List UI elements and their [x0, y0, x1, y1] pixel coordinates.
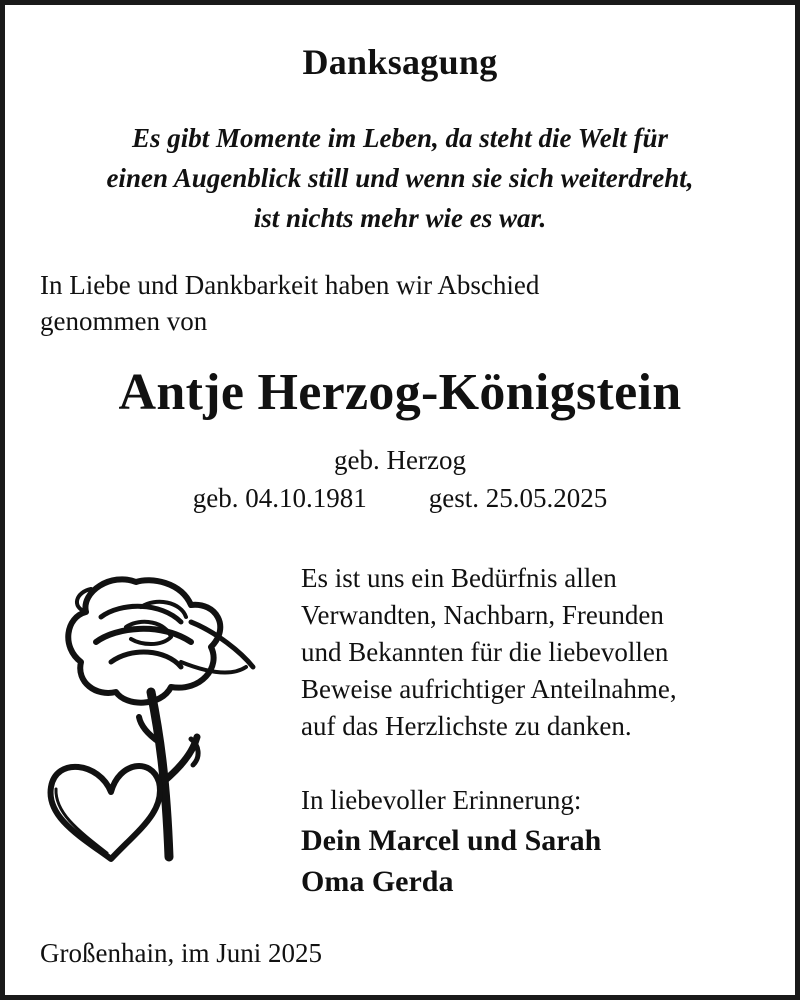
thanks-line: auf das Herzlichste zu danken. [301, 711, 632, 741]
birth-date: geb. 04.10.1981 [192, 483, 367, 513]
life-dates [5, 483, 795, 514]
death-date: gest. 25.05.2025 [428, 483, 608, 513]
thanks-line: und Bekannten für die liebevollen [301, 637, 669, 667]
place-date: Großenhain, im Juni 2025 [40, 938, 322, 968]
signers [301, 820, 601, 902]
heart-icon [51, 766, 161, 859]
thanks-line: Es ist uns ein Bedürfnis allen [301, 563, 617, 593]
intro-text [40, 267, 539, 339]
quote-line: einen Augenblick still und wenn sie sich weiterdreht, [106, 163, 694, 193]
thanks-line: Verwandten, Nachbarn, Freunden [301, 600, 664, 630]
thanks-line: Beweise aufrichtiger Anteilnahme, [301, 674, 677, 704]
memory-label: In liebevoller Erinnerung: [301, 785, 582, 815]
quote-line: Es gibt Momente im Leben, da steht die Welt für [131, 123, 668, 153]
rose-heart-illustration [41, 567, 271, 867]
quote-line: ist nichts mehr wie es war. [253, 203, 547, 233]
heading: Danksagung [302, 42, 498, 82]
quote [5, 118, 795, 238]
thanks-text [301, 560, 677, 745]
rose-icon [68, 579, 253, 857]
intro-line: genommen von [40, 306, 208, 336]
deceased-name: Antje Herzog-Königstein [118, 364, 682, 421]
birth-name: geb. Herzog [334, 445, 466, 475]
intro-line: In Liebe und Dankbarkeit haben wir Abschied [40, 270, 540, 300]
signer-line: Dein Marcel und Sarah [301, 824, 602, 857]
signer-line: Oma Gerda [301, 865, 454, 898]
